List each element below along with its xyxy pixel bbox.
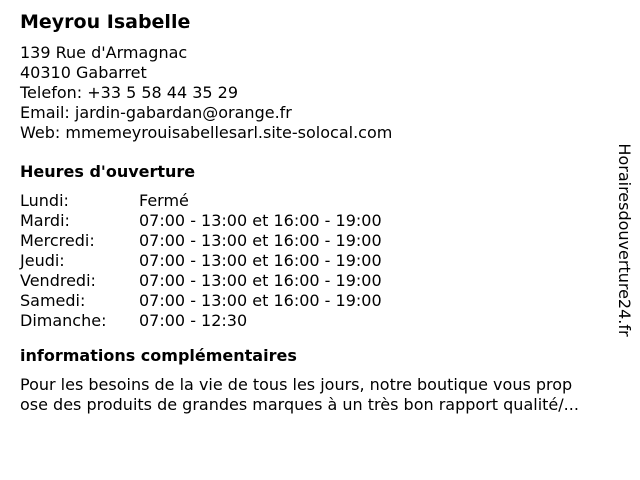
business-name: Meyrou Isabelle bbox=[20, 11, 191, 33]
day-label: Mardi: bbox=[20, 211, 70, 230]
email-line: Email: jardin-gabardan@orange.fr bbox=[20, 103, 292, 122]
day-hours: 07:00 - 13:00 et 16:00 - 19:00 bbox=[139, 231, 382, 250]
address-street: 139 Rue d'Armagnac bbox=[20, 43, 188, 62]
hours-row-friday bbox=[20, 271, 620, 291]
hours-row-monday bbox=[20, 191, 620, 211]
business-card bbox=[20, 10, 620, 415]
web-line: Web: mmemeyrouisabellesarl.site-solocal.com bbox=[20, 123, 393, 142]
day-hours: 07:00 - 12:30 bbox=[139, 311, 248, 330]
hours-heading: Heures d'ouverture bbox=[20, 162, 196, 181]
info-description-line-1: Pour les besoins de la vie de tous les jours, notre boutique vous prop bbox=[20, 375, 573, 394]
day-hours: 07:00 - 13:00 et 16:00 - 19:00 bbox=[139, 251, 382, 270]
hours-row-saturday bbox=[20, 291, 620, 311]
hours-row-tuesday bbox=[20, 211, 620, 231]
info-heading: informations complémentaires bbox=[20, 346, 297, 365]
day-hours: 07:00 - 13:00 et 16:00 - 19:00 bbox=[139, 291, 382, 310]
site-watermark: Horairesdouverture24.fr bbox=[615, 143, 634, 337]
day-label: Mercredi: bbox=[20, 231, 95, 250]
hours-row-thursday bbox=[20, 251, 620, 271]
hours-row-sunday bbox=[20, 311, 620, 331]
day-hours: 07:00 - 13:00 et 16:00 - 19:00 bbox=[139, 211, 382, 230]
address-city: 40310 Gabarret bbox=[20, 63, 147, 82]
info-description-line-2: ose des produits de grandes marques à un très bon rapport qualité/... bbox=[20, 395, 579, 414]
hours-row-wednesday bbox=[20, 231, 620, 251]
phone-line: Telefon: +33 5 58 44 35 29 bbox=[20, 83, 239, 102]
day-label: Dimanche: bbox=[20, 311, 107, 330]
hours-table bbox=[20, 191, 620, 331]
day-hours: 07:00 - 13:00 et 16:00 - 19:00 bbox=[139, 271, 382, 290]
day-label: Vendredi: bbox=[20, 271, 96, 290]
day-label: Jeudi: bbox=[20, 251, 65, 270]
day-label: Lundi: bbox=[20, 191, 69, 210]
day-label: Samedi: bbox=[20, 291, 86, 310]
day-hours: Fermé bbox=[139, 191, 189, 210]
